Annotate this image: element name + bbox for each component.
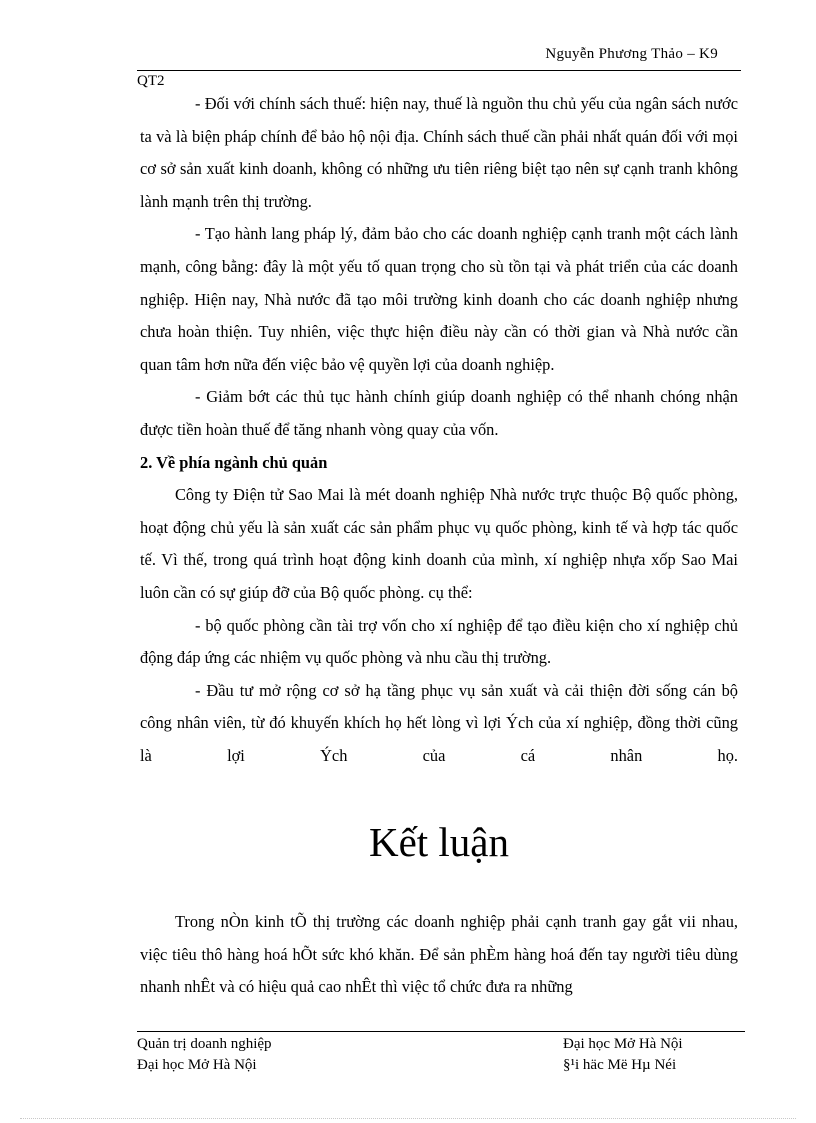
section-item-infrastructure: - Đầu tư mở rộng cơ sở hạ tầng phục vụ sản xuất và cải thiện đời sống cán bộ công nhân viên, từ đó khuyến khích họ hết lòng vì lợi Ých của xí nghiệp, đồng thời cũng là lợi Ých của cá nhân họ. bbox=[140, 680, 738, 765]
section-item-funding: - bộ quốc phòng cần tài trợ vốn cho xí nghiệp để tạo điều kiện cho xí nghiệp chủ động đáp ứng các nhiệm vụ quốc phòng và nhu cầu thị trường. bbox=[140, 615, 738, 668]
footer-divider bbox=[137, 1031, 745, 1032]
header-divider bbox=[137, 70, 741, 71]
body-text bbox=[140, 88, 738, 772]
footer-left-line2: Đại học Mở Hà Nội bbox=[137, 1057, 257, 1073]
footer-left-line1: Quản trị doanh nghiệp bbox=[137, 1036, 272, 1052]
page-boundary bbox=[20, 1118, 796, 1119]
conclusion-title: Kết luận bbox=[368, 819, 510, 865]
conclusion-paragraph: Trong nÒn kinh tÕ thị trường các doanh nghiệp phải cạnh tranh gay gắt vii nhau, việc tiêu thô hàng hoá hÕt sức khó khăn. Để sản phÈm hàng hoá đến tay người tiêu dùng nhanh nhÊt và có hiệu quả cao nhÊt thì việc tổ chức đưa ra những bbox=[140, 912, 738, 997]
footer-right-line1: Đại học Mở Hà Nội bbox=[563, 1036, 683, 1052]
header-author: Nguyễn Phương Thảo – K9 bbox=[545, 46, 718, 62]
footer-right-line2: §¹i häc Më Hµ Néi bbox=[563, 1057, 677, 1073]
section-heading: 2. Về phía ngành chủ quản bbox=[140, 452, 328, 472]
conclusion-body bbox=[140, 906, 738, 1004]
header-class-code: QT2 bbox=[137, 73, 165, 89]
paragraph-admin-procedures: - Giảm bớt các thủ tục hành chính giúp doanh nghiệp có thể nhanh chóng nhận được tiền hoàn thuế để tăng nhanh vòng quay của vốn. bbox=[140, 387, 738, 439]
paragraph-tax-policy: - Đối với chính sách thuế: hiện nay, thuế là nguồn thu chủ yếu của ngân sách nước ta và là biện pháp chính để bảo hộ nội địa. Chính sách thuế cần phải nhất quán đối với mọi cơ sở sản xuất kinh doanh, không có những ưu tiên riêng biệt tạo nên sự cạnh tranh không lành mạnh trên thị trường. bbox=[140, 94, 738, 211]
section-intro: Công ty Điện tử Sao Mai là mét doanh nghiệp Nhà nước trực thuộc Bộ quốc phòng, hoạt động chủ yếu là sản xuất các sản phẩm phục vụ quốc phòng, kinh tế và hợp tác quốc tế. Vì thế, trong quá trình hoạt động kinh doanh của mình, xí nghiệp nhựa xốp Sao Mai luôn cần có sự giúp đỡ của Bộ quốc phòng. cụ thể: bbox=[140, 485, 738, 602]
paragraph-legal-framework: - Tạo hành lang pháp lý, đảm bảo cho các doanh nghiệp cạnh tranh một cách lành mạnh, công bằng: đây là một yếu tố quan trọng cho sù tồn tại và phát triển của các doanh nghiệp. Hiện nay, Nhà nước đã tạo môi trường kinh doanh cho các doanh nghiệp nhưng chưa hoàn thiện. Tuy nhiên, việc thực hiện điều này cần có thời gian và Nhà nước cần quan tâm hơn nữa đến việc bảo vệ quyền lợi của doanh nghiệp. bbox=[140, 224, 738, 374]
